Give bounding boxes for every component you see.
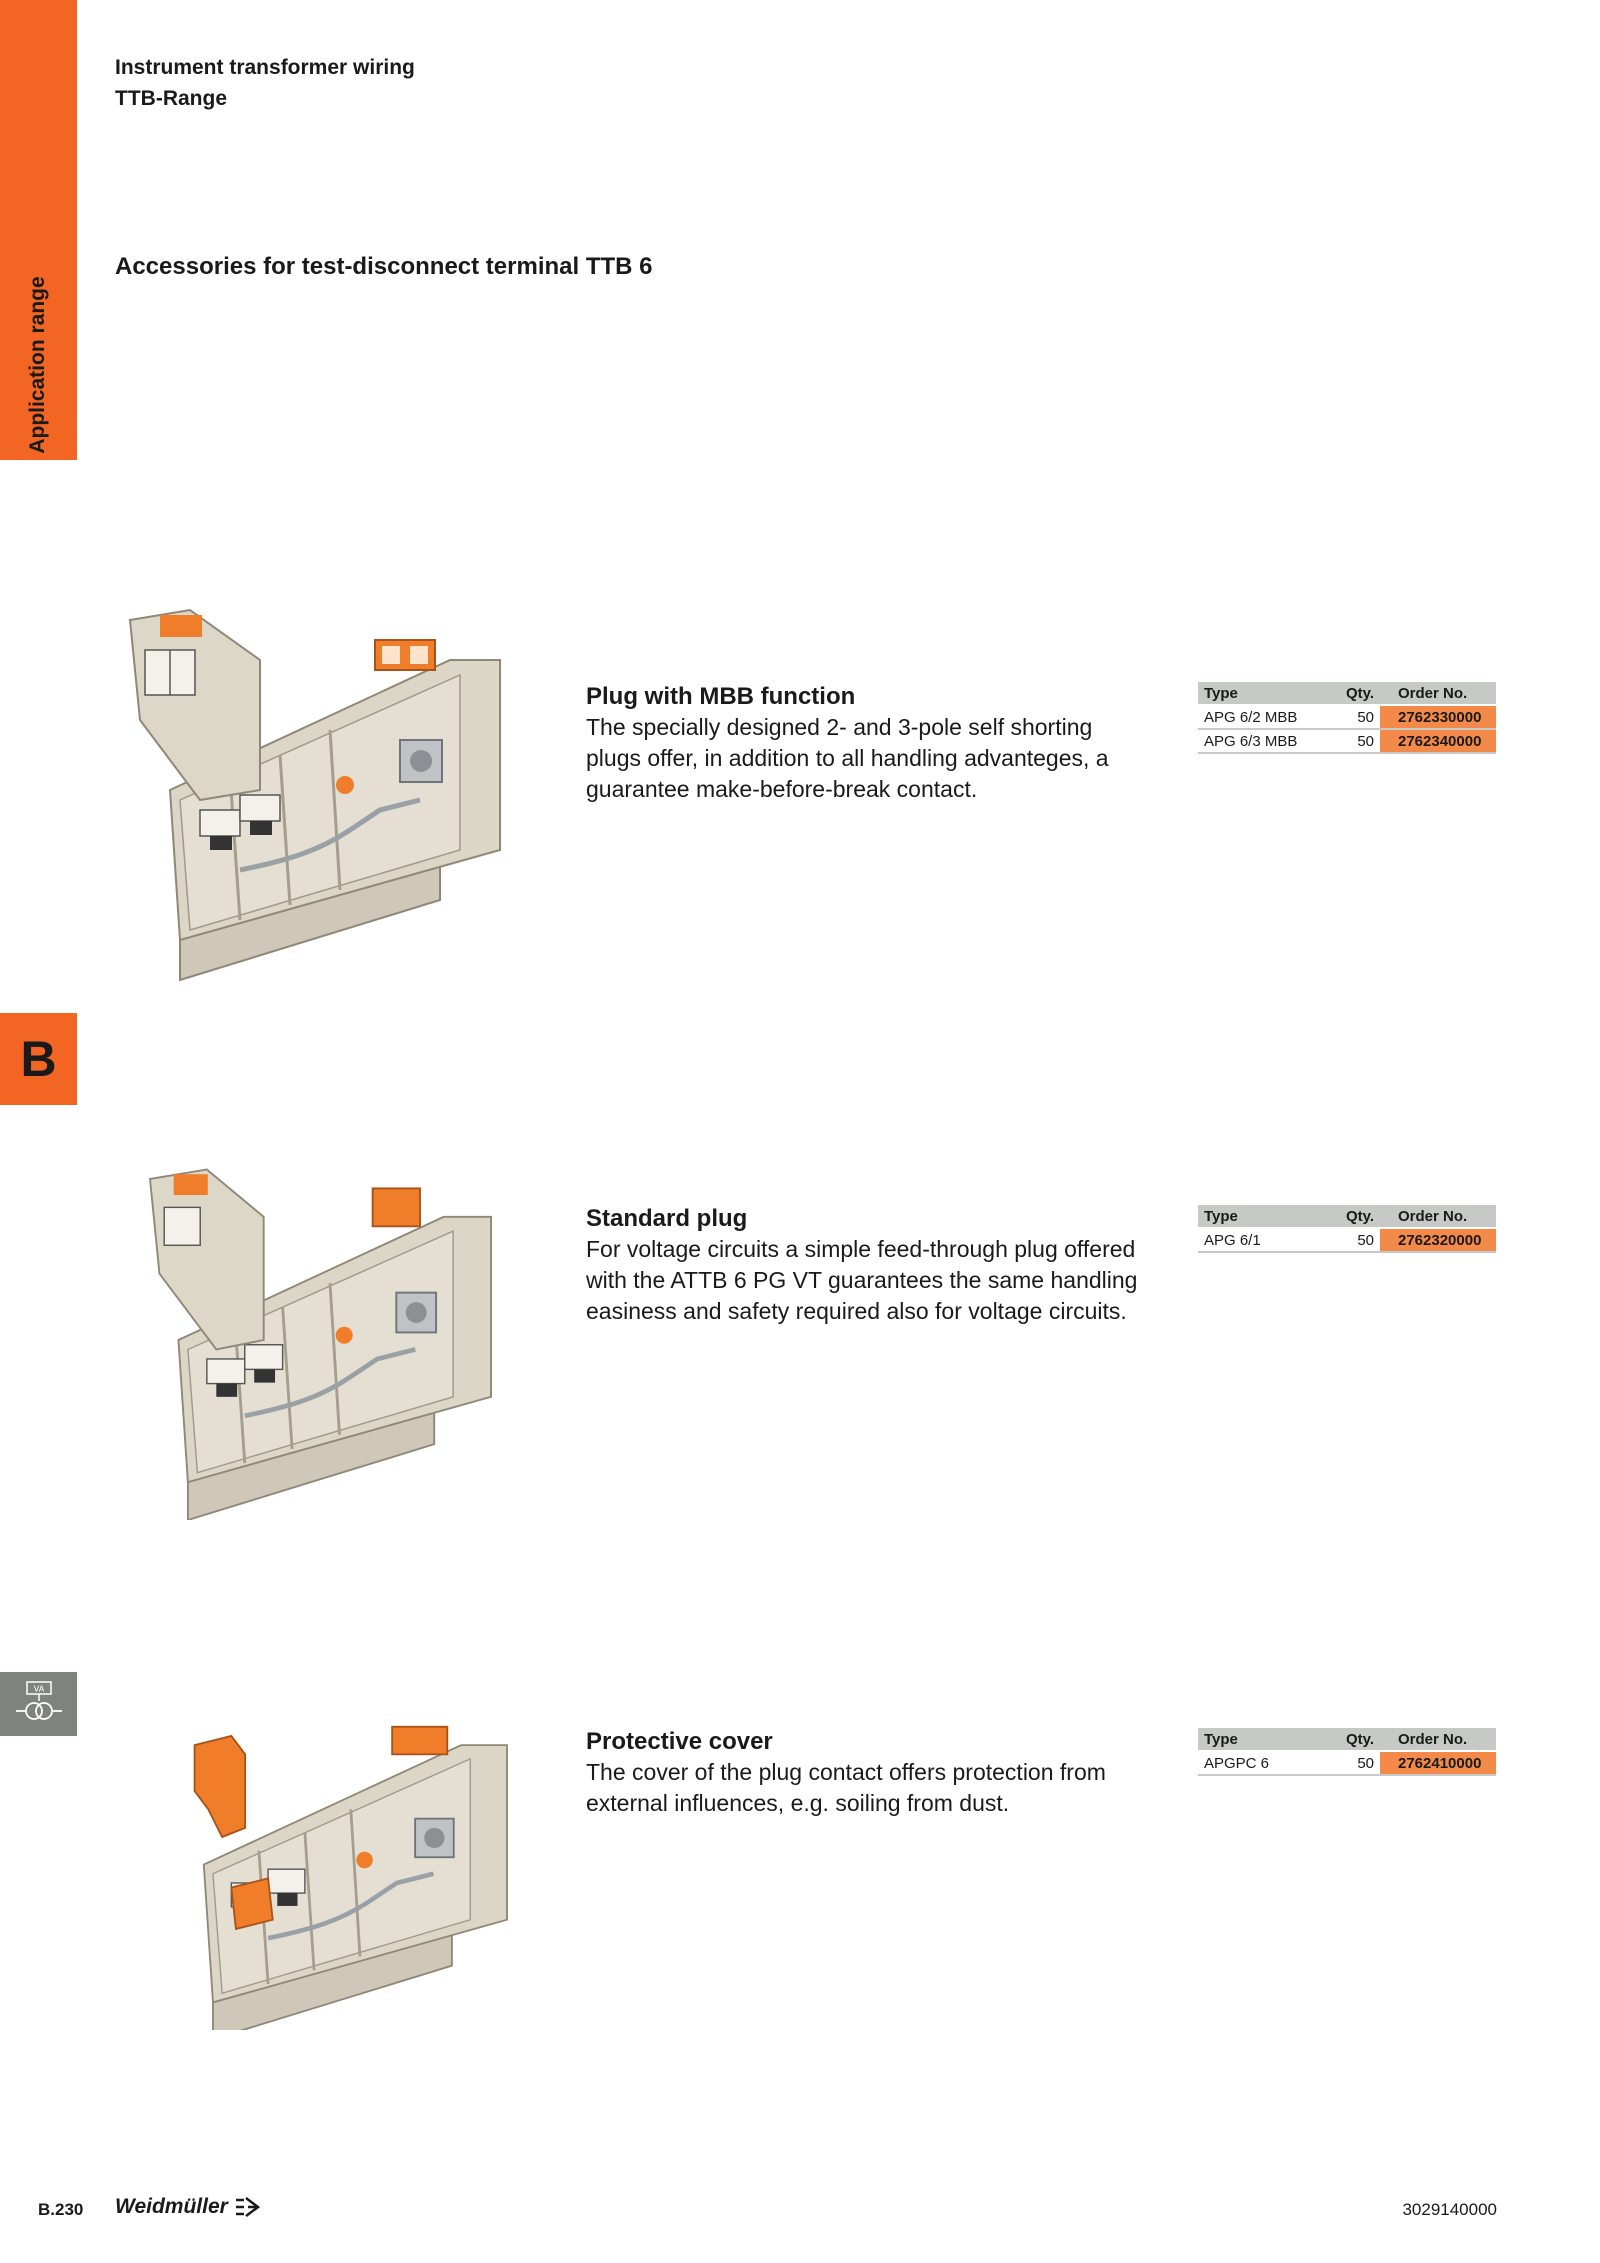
product-title-mbb: Plug with MBB function bbox=[586, 683, 856, 710]
product-title-standard: Standard plug bbox=[586, 1205, 748, 1232]
brand-logo bbox=[115, 2195, 260, 2219]
table-row bbox=[1198, 1228, 1496, 1252]
qty-cell: 50 bbox=[1328, 1228, 1380, 1252]
table-row bbox=[1198, 705, 1496, 729]
header-subtitle: TTB-Range bbox=[115, 87, 227, 110]
icon-text: VA bbox=[33, 1684, 44, 1694]
table-header-row bbox=[1198, 1728, 1496, 1751]
table-row bbox=[1198, 1751, 1496, 1775]
transformer-icon bbox=[0, 1672, 77, 1736]
qty-cell: 50 bbox=[1328, 705, 1380, 729]
table-header-row bbox=[1198, 682, 1496, 705]
table-row bbox=[1198, 729, 1496, 753]
column-header-qty: Qty. bbox=[1328, 1728, 1380, 1751]
table-header-row bbox=[1198, 1205, 1496, 1228]
column-header-type: Type bbox=[1198, 682, 1328, 705]
brand-mark-icon bbox=[234, 2196, 260, 2218]
order-table-cover bbox=[1198, 1728, 1496, 1776]
order-table-mbb bbox=[1198, 682, 1496, 754]
column-header-order: Order No. bbox=[1380, 682, 1496, 705]
type-cell: APG 6/3 MBB bbox=[1198, 729, 1328, 753]
order-table-standard bbox=[1198, 1205, 1496, 1253]
column-header-type: Type bbox=[1198, 1205, 1328, 1228]
column-header-qty: Qty. bbox=[1328, 682, 1380, 705]
chapter-letter-tab: B bbox=[0, 1013, 77, 1105]
column-header-qty: Qty. bbox=[1328, 1205, 1380, 1228]
type-cell: APGPC 6 bbox=[1198, 1751, 1328, 1775]
document-code: 3029140000 bbox=[1402, 2200, 1497, 2219]
product-description-standard: For voltage circuits a simple feed-through plug offered with the ATTB 6 PG VT guarantees the same handling easiness and safety required also for voltage circuits. bbox=[586, 1236, 1138, 1324]
product-title-cover: Protective cover bbox=[586, 1728, 773, 1755]
order-number-cell: 2762410000 bbox=[1380, 1751, 1496, 1775]
plug-mbb-image bbox=[120, 600, 540, 990]
order-number-cell: 2762320000 bbox=[1380, 1228, 1496, 1252]
page-number: B.230 bbox=[38, 2200, 84, 2219]
qty-cell: 50 bbox=[1328, 1751, 1380, 1775]
qty-cell: 50 bbox=[1328, 729, 1380, 753]
section-label: Application range bbox=[26, 276, 49, 454]
sidebar-orange-tab bbox=[0, 0, 77, 460]
product-description-cover: The cover of the plug contact offers protection from external influences, e.g. soiling from dust. bbox=[586, 1759, 1106, 1816]
protective-cover-image bbox=[180, 1690, 540, 2030]
order-number-cell: 2762340000 bbox=[1380, 729, 1496, 753]
order-number-cell: 2762330000 bbox=[1380, 705, 1496, 729]
standard-plug-image bbox=[120, 1160, 540, 1520]
brand-name: Weidmüller bbox=[115, 2195, 228, 2218]
column-header-order: Order No. bbox=[1380, 1205, 1496, 1228]
header-title: Instrument transformer wiring bbox=[115, 56, 415, 79]
column-header-order: Order No. bbox=[1380, 1728, 1496, 1751]
product-description-mbb: The specially designed 2- and 3-pole self shorting plugs offer, in addition to all handling advanteges, a guarantee make-before-break contact. bbox=[586, 714, 1109, 802]
type-cell: APG 6/1 bbox=[1198, 1228, 1328, 1252]
column-header-type: Type bbox=[1198, 1728, 1328, 1751]
type-cell: APG 6/2 MBB bbox=[1198, 705, 1328, 729]
page-title: Accessories for test-disconnect terminal TTB 6 bbox=[115, 253, 653, 280]
